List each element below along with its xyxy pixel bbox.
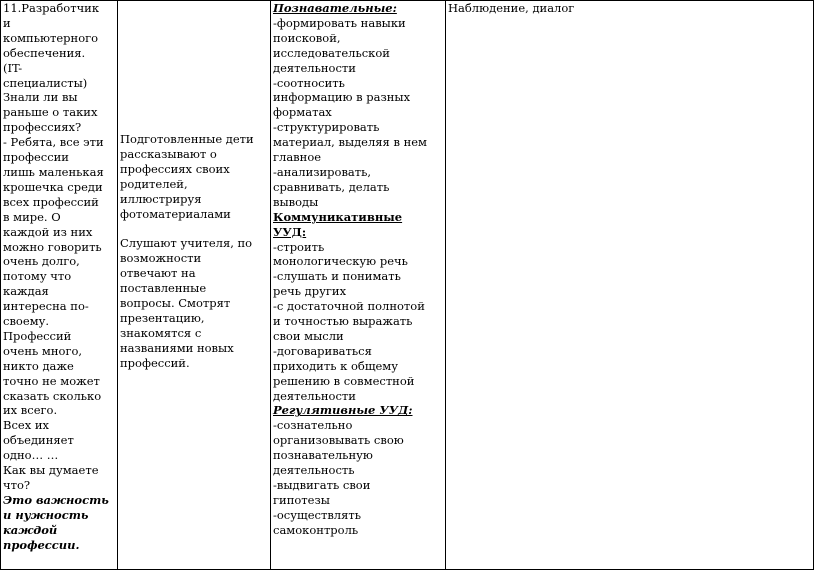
list-item: поисковой,: [273, 30, 341, 45]
list-item: решению в совместной: [273, 373, 415, 388]
answer-line: и нужность: [3, 507, 89, 522]
communicative-header: [273, 210, 443, 240]
text-line: вопросы. Смотрят: [120, 296, 231, 311]
text-line: названиями новых: [120, 340, 234, 355]
text-line: Подготовленные дети: [120, 132, 254, 146]
text-line: профессии: [3, 150, 69, 165]
text-line: каждая: [3, 284, 49, 299]
list-item: -структурировать: [273, 120, 380, 135]
text-line: в мире. О: [3, 209, 61, 224]
teacher-activity-answer: [3, 493, 115, 553]
text-line: сказать сколько: [3, 388, 102, 403]
list-item: выводы: [273, 194, 319, 209]
text-line: возможности: [120, 251, 202, 266]
list-item: речь других: [273, 284, 347, 299]
text-line: презентацию,: [120, 310, 205, 325]
text-line: рассказывают о: [120, 146, 217, 161]
list-item: -строить: [273, 239, 325, 254]
list-item: -формировать навыки: [273, 15, 406, 30]
text-line: Знали ли вы: [3, 90, 78, 105]
list-item: -с достаточной полнотой: [273, 299, 425, 314]
text-line: знакомятся с: [120, 325, 202, 340]
regulatory-list: [273, 418, 443, 537]
assessment-form-text: Наблюдение, диалог: [448, 1, 575, 15]
cognitive-list: [273, 16, 443, 210]
text-line: - Ребята, все эти: [3, 135, 104, 150]
list-item: -сознательно: [273, 418, 353, 433]
student-activity-cell: [118, 1, 271, 570]
text-line: каждой из них: [3, 224, 93, 239]
text-line: профессиях своих: [120, 161, 230, 176]
text-line: очень много,: [3, 343, 83, 358]
text-line: потому что: [3, 269, 72, 284]
list-item: -слушать и понимать: [273, 269, 401, 284]
text-line: раньше о таких: [3, 105, 98, 120]
list-item: форматах: [273, 105, 332, 120]
text-line: иллюстрируя: [120, 191, 202, 206]
text-line: поставленные: [120, 281, 207, 296]
text-line: 11.Разработчик: [3, 1, 100, 15]
list-item: информацию в разных: [273, 90, 411, 105]
list-item: свои мысли: [273, 328, 344, 343]
student-activity-paragraph-2: [120, 236, 268, 370]
text-line: специалисты): [3, 75, 88, 90]
text-line: никто даже: [3, 358, 74, 373]
list-item: познавательную: [273, 448, 373, 463]
list-item: самоконтроль: [273, 522, 359, 537]
answer-line: профессии.: [3, 537, 80, 552]
text-line: объединяет: [3, 433, 74, 448]
teacher-activity-text: [3, 1, 115, 493]
text-line: Как вы думаете: [3, 463, 99, 478]
text-line: профессиях?: [3, 120, 82, 135]
list-item: монологическую речь: [273, 254, 408, 269]
text-line: (IT-: [3, 60, 23, 75]
text-line: отвечают на: [120, 266, 196, 281]
table-row: [1, 1, 814, 570]
regulatory-header: Регулятивные УУД:: [273, 403, 413, 418]
list-item: материал, выделяя в нем: [273, 135, 427, 150]
text-line: родителей,: [120, 176, 188, 191]
list-item: -договариваться: [273, 343, 372, 358]
header-line: Коммуникативные: [273, 209, 403, 224]
list-item: -анализировать,: [273, 164, 372, 179]
answer-line: Это важность: [3, 492, 109, 507]
text-line: одно… …: [3, 448, 59, 463]
text-line: что?: [3, 478, 31, 492]
list-item: -осуществлять: [273, 507, 361, 522]
text-line: Всех их: [3, 418, 49, 433]
text-line: их всего.: [3, 403, 58, 418]
text-line: очень долго,: [3, 254, 80, 269]
text-line: Слушают учителя, по: [120, 236, 253, 251]
text-line: можно говорить: [3, 239, 102, 254]
text-line: профессий.: [120, 355, 190, 370]
list-item: деятельности: [273, 388, 356, 403]
learning-actions-cell: [271, 1, 446, 570]
text-line: точно не может: [3, 373, 100, 388]
student-activity-paragraph-1: [120, 132, 268, 221]
list-item: гипотезы: [273, 492, 330, 507]
list-item: -выдвигать свои: [273, 478, 371, 492]
list-item: главное: [273, 150, 322, 165]
communicative-list: [273, 240, 443, 404]
text-line: лишь маленькая: [3, 164, 104, 179]
teacher-activity-cell: [1, 1, 118, 570]
text-line: интересна по-: [3, 299, 89, 314]
header-line: УУД:: [273, 224, 307, 239]
list-item: -соотносить: [273, 75, 345, 90]
text-line: и: [3, 15, 11, 30]
list-item: сравнивать, делать: [273, 179, 390, 194]
list-item: организовывать свою: [273, 433, 404, 448]
cognitive-header: Познавательные:: [273, 1, 397, 15]
text-line: своему.: [3, 314, 50, 329]
answer-line: каждой: [3, 522, 58, 537]
assessment-form-cell: [446, 1, 814, 570]
list-item: исследовательской: [273, 45, 390, 60]
list-item: и точностью выражать: [273, 314, 413, 329]
text-line: Профессий: [3, 328, 72, 343]
text-line: всех профессий: [3, 194, 99, 209]
list-item: приходить к общему: [273, 358, 399, 373]
text-line: компьютерного: [3, 30, 99, 45]
list-item: деятельности: [273, 60, 356, 75]
text-line: обеспечения.: [3, 45, 86, 60]
list-item: деятельность: [273, 463, 355, 478]
text-line: фотоматериалами: [120, 206, 231, 221]
text-line: крошечка среди: [3, 179, 103, 194]
